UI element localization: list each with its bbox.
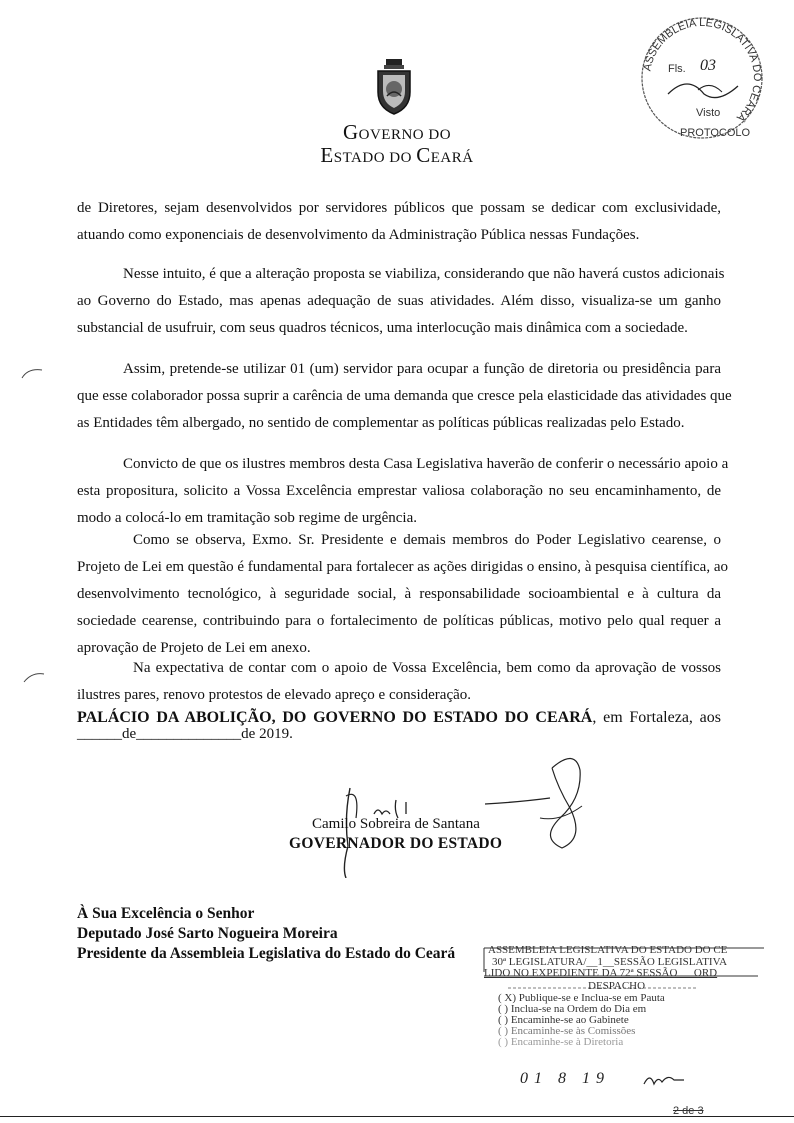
ceara-coat-of-arms-icon [373, 58, 415, 116]
paragraph-4: Convicto de que os ilustres membros desta Casa Legislativa haverão de conferir o necessário apoio a esta propositura, solicito a Vossa Excelência emprestar valiosa colaboração no seu encaminhamento, de modo a colocá-lo em tramitação sob regime de urgência. [77, 456, 729, 526]
despacho-option-2: ( ) Inclua-se na Ordem do Dia em [498, 1003, 647, 1015]
date-line: ______de______________de 2019. [77, 726, 293, 742]
paragraph-1: de Diretores, sejam desenvolvidos por servidores públicos que possam se dedicar com exclusividade, atuando como exponenciais de desenvolvimento da Administração Pública nessas Fundações. [77, 200, 721, 243]
closing-bold: PALÁCIO DA ABOLIÇÃO, DO GOVERNO DO ESTADO DO CEARÁ [77, 709, 593, 726]
despacho-stamp [478, 942, 768, 1060]
header-estado: ESTADO DO CEARÁ [320, 143, 474, 167]
stamp-visto-label: Visto [696, 107, 721, 119]
stamp-protocolo: PROTOCOLO [680, 127, 751, 139]
paragraph-6: Na expectativa de contar com o apoio de Vossa Excelência, bem como da aprovação de vossos ilustres pares, renovo protestos de elevado apreço e consideração. [77, 660, 721, 703]
recipient-name: Deputado José Sarto Nogueira Moreira [77, 925, 338, 942]
paragraph-5: Como se observa, Exmo. Sr. Presidente e demais membros do Poder Legislativo cearense, o Projeto de Lei em questão é fundamental para fortalecer as ações dirigidas o ensino, à pesquisa científica, ao desenvolvimento tecnológico, à seguridade social, à responsabilidade socioambiental e à cultura da sociedade cearense, contribuindo para o fortalecimento de políticas públicas, motivo pelo qual requer a aprovação de Projeto de Lei em anexo. [77, 532, 728, 656]
despacho-date: 01 8 19 [520, 1070, 610, 1087]
page-number: 2 de 3 [673, 1105, 704, 1117]
signatory-name: Camilo Sobreira de Santana [312, 816, 480, 832]
despacho-line-3: LIDO NO EXPEDIENTE DA 72ª SESSÃO___ORD [484, 967, 718, 979]
recipient-title: Presidente da Assembleia Legislativa do Estado do Ceará [77, 945, 456, 962]
recipient-salutation: À Sua Excelência o Senhor [77, 905, 255, 922]
despacho-option-3: ( ) Encaminhe-se ao Gabinete [498, 1014, 629, 1026]
handwritten-signature [290, 748, 590, 878]
stamp-ring-text: ASSEMBLEIA LEGISLATIVA DO CEARÁ [641, 16, 764, 124]
paragraph-3: Assim, pretende-se utilizar 01 (um) servidor para ocupar a função de diretoria ou presidência para que esse colaborador possa suprir a carência de uma demanda que cresce pela elasticidade das atividades que as Entidades têm albergado, no sentido de complementar as políticas públicas realizadas pelo Estado. [77, 361, 732, 431]
stamp-fls-label: Fls. [668, 63, 686, 75]
despacho-line-2: 30ª LEGISLATURA/__1__SESSÃO LEGISLATIVA [492, 956, 728, 968]
despacho-line-1: ASSEMBLEIA LEGISLATIVA DO ESTADO DO CE [488, 944, 728, 956]
stamp-fls-value: 03 [700, 57, 716, 74]
despacho-initials [640, 1068, 690, 1092]
despacho-option-5: ( ) Encaminhe-se à Diretoria [498, 1036, 624, 1048]
despacho-option-1: ( X) Publique-se e Inclua-se em Pauta [498, 992, 665, 1004]
protocol-stamp [638, 14, 766, 142]
paragraph-2: Nesse intuito, é que a alteração proposta se viabiliza, considerando que não haverá custos adicionais ao Governo do Estado, mas apenas adequação de suas atividades. Além disso, visualiza-se um ganho substancial de usufruir, com seus quadros técnicos, uma interlocução mais dinâmica com a sociedade. [77, 266, 725, 336]
margin-mark [18, 360, 48, 390]
despacho-option-4: ( ) Encaminhe-se às Comissões [498, 1025, 636, 1037]
margin-mark [20, 664, 50, 694]
signatory-title: GOVERNADOR DO ESTADO [289, 835, 503, 852]
despacho-heading: DESPACHO [588, 980, 646, 992]
header-governo: GOVERNO DO [342, 120, 452, 144]
closing-rest: , em Fortaleza, aos [592, 709, 722, 726]
